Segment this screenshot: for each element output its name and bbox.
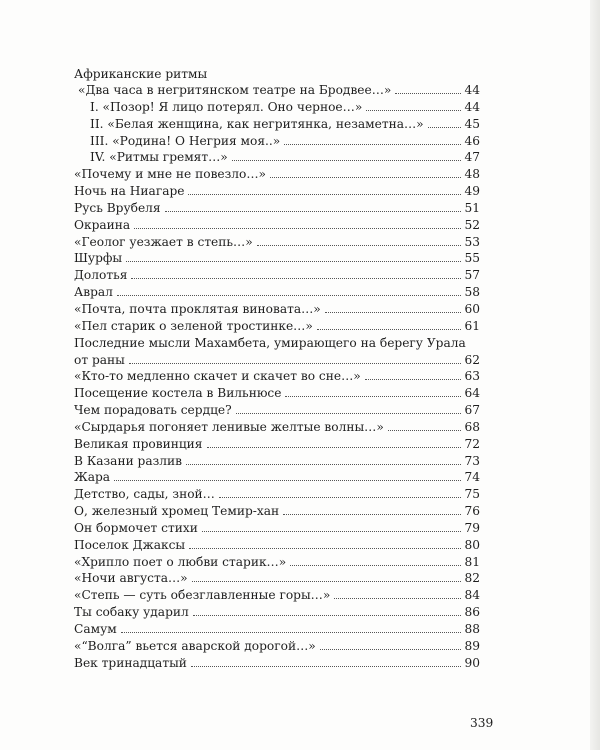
toc-entry-page: 45 (464, 116, 480, 131)
toc-entry-title: IV. «Ритмы гремят…» (90, 150, 228, 165)
toc-entry (74, 604, 480, 621)
toc-entry-title: Великая провинция (74, 436, 203, 451)
toc-entry-page: 61 (464, 318, 480, 333)
toc-entry-page: 68 (464, 419, 480, 434)
dot-leader (186, 464, 461, 465)
dot-leader (193, 615, 462, 616)
toc-entry-page: 72 (464, 436, 480, 451)
toc-entry-title: «Сырдарья погоняет ленивые желтые волны…» (74, 419, 384, 434)
toc-entry-page: 79 (464, 520, 480, 535)
toc-entry (74, 520, 480, 537)
toc-entry-page: 89 (464, 638, 480, 653)
toc-entry-title: Окраина (74, 217, 131, 232)
toc-entry (74, 402, 480, 419)
toc-entry-title: «Два часа в негритянском театре на Бродвее…» (78, 83, 392, 97)
toc-entry-page: 44 (464, 83, 480, 97)
dot-leader (114, 480, 461, 481)
toc-entry-page: 58 (464, 285, 480, 300)
toc-entry-title: Жара (74, 470, 111, 485)
section-title: Африканские ритмы (74, 67, 208, 81)
toc-entry-title: Он бормочет стихи (74, 520, 198, 535)
toc-entry-title: «Пел старик о зеленой тростинке…» (74, 318, 313, 333)
toc-entry (74, 99, 480, 116)
dot-leader (202, 531, 462, 532)
toc-entry-title: Русь Врубеля (74, 200, 161, 215)
toc-entry-page: 75 (464, 487, 480, 502)
toc-entry (74, 301, 480, 318)
toc-entry (74, 621, 480, 638)
toc-entry-title: Последние мысли Махамбета, умирающего на берегу Урала (74, 335, 466, 350)
toc-entry-page: 76 (464, 504, 480, 519)
toc-entries (74, 82, 480, 672)
dot-leader (131, 278, 461, 279)
dot-leader (283, 514, 461, 515)
toc-entry (74, 335, 480, 369)
toc-entry-title: Ты собаку ударил (74, 605, 189, 620)
toc-entry (74, 217, 480, 234)
dot-leader (134, 228, 461, 229)
table-of-contents (74, 66, 480, 672)
toc-entry-page: 88 (464, 622, 480, 636)
toc-entry-title: «Ночи августа…» (74, 571, 188, 586)
toc-entry (74, 166, 480, 183)
dot-leader (219, 497, 462, 498)
toc-entry (74, 469, 480, 486)
toc-entry (74, 537, 480, 554)
toc-entry-page: 46 (464, 133, 480, 148)
toc-entry-title: Чем порадовать сердце? (74, 403, 232, 418)
toc-entry-page: 57 (464, 268, 480, 283)
toc-entry-title: Поселок Джаксы (74, 537, 186, 552)
toc-entry-page: 60 (464, 301, 480, 316)
toc-entry (74, 486, 480, 503)
dot-leader (320, 649, 462, 650)
toc-entry (74, 503, 480, 520)
toc-entry-page: 82 (464, 571, 480, 586)
dot-leader (189, 548, 461, 549)
toc-entry (74, 267, 480, 284)
toc-entry-title: II. «Белая женщина, как негритянка, незаметна…» (90, 116, 424, 131)
toc-entry-title: «Почта, почта проклятая виновата…» (74, 301, 321, 316)
dot-leader (191, 666, 462, 667)
dot-leader (188, 194, 461, 195)
dot-leader (365, 379, 462, 380)
toc-entry-title: III. «Родина! О Негрия моя..» (90, 133, 281, 148)
dot-leader (284, 144, 461, 145)
toc-entry-page: 80 (464, 537, 480, 552)
dot-leader (317, 329, 462, 330)
toc-entry (74, 183, 480, 200)
dot-leader (207, 447, 462, 448)
toc-entry-title: Век тринадцатый (74, 655, 187, 670)
toc-entry-page: 48 (464, 167, 480, 182)
toc-entry-title: Шурфы (74, 251, 123, 266)
toc-entry-title: «Геолог уезжает в степь…» (74, 234, 253, 249)
dot-leader (126, 261, 461, 262)
toc-entry-page: 51 (464, 200, 480, 215)
toc-entry (74, 200, 480, 217)
toc-entry (74, 638, 480, 655)
toc-entry-page: 44 (464, 99, 480, 114)
dot-leader (366, 110, 461, 111)
toc-entry (74, 149, 480, 166)
dot-leader (236, 413, 462, 414)
dot-leader (334, 598, 461, 599)
toc-entry (74, 419, 480, 436)
toc-entry-title-continued: от раны (74, 352, 125, 367)
toc-entry-title: Долотья (74, 268, 128, 283)
dot-leader (290, 565, 461, 566)
toc-entry-page: 86 (464, 605, 480, 620)
toc-entry (74, 587, 480, 604)
toc-entry-page: 73 (464, 453, 480, 468)
toc-entry-page: 47 (464, 150, 480, 165)
dot-leader (165, 211, 462, 212)
toc-entry-page: 62 (464, 352, 480, 367)
toc-entry (74, 116, 480, 133)
toc-entry-title: О, железный хромец Темир-хан (74, 504, 280, 519)
toc-entry-page: 64 (464, 386, 480, 401)
toc-entry (74, 655, 480, 672)
toc-entry-title: «Степь — суть обезглавленные горы…» (74, 588, 331, 603)
toc-entry (74, 436, 480, 453)
toc-entry (74, 453, 480, 470)
toc-entry (74, 82, 480, 99)
dot-leader (232, 160, 462, 161)
toc-entry (74, 368, 480, 385)
toc-entry-page: 84 (464, 588, 480, 603)
dot-leader (192, 581, 462, 582)
toc-entry-title: Ночь на Ниагаре (74, 184, 185, 199)
toc-entry (74, 250, 480, 267)
toc-entry (74, 385, 480, 402)
toc-entry-title: В Казани разлив (74, 453, 183, 468)
toc-entry-title: «Хрипло поет о любви старик…» (74, 554, 287, 569)
dot-leader (325, 312, 462, 313)
toc-entry (74, 284, 480, 301)
dot-leader (388, 430, 462, 431)
dot-leader (270, 177, 461, 178)
toc-entry (74, 234, 480, 251)
dot-leader (428, 127, 462, 128)
toc-entry-page: 90 (464, 655, 480, 670)
toc-entry-title: Аврал (74, 285, 113, 300)
toc-entry-page: 52 (464, 217, 480, 232)
dot-leader (129, 363, 462, 364)
toc-entry-title: «“Волга” вьется аварской дорогой…» (74, 638, 316, 653)
toc-entry (74, 133, 480, 150)
toc-entry-page: 55 (464, 251, 480, 266)
dot-leader (395, 93, 461, 94)
dot-leader (285, 396, 461, 397)
toc-entry-page: 63 (464, 369, 480, 384)
toc-entry-title: «Кто-то медленно скачет и скачет во сне…» (74, 369, 361, 384)
dot-leader (117, 295, 462, 296)
toc-entry-page: 81 (464, 554, 480, 569)
page-number: 339 (470, 716, 494, 730)
toc-entry-title: Детство, сады, зной… (74, 487, 215, 502)
toc-entry (74, 554, 480, 571)
toc-entry-page: 49 (464, 184, 480, 199)
toc-entry (74, 570, 480, 587)
toc-entry-page: 74 (464, 470, 480, 485)
toc-entry-page: 53 (464, 234, 480, 249)
toc-entry-page: 67 (464, 403, 480, 418)
dot-leader (121, 632, 462, 633)
dot-leader (257, 245, 462, 246)
toc-entry (74, 318, 480, 335)
toc-entry-title: I. «Позор! Я лицо потерял. Оно черное…» (90, 99, 363, 114)
toc-entry-title: Самум (74, 622, 117, 636)
toc-entry-title: Посещение костела в Вильнюсе (74, 386, 282, 401)
toc-entry-title: «Почему и мне не повезло…» (74, 167, 267, 182)
